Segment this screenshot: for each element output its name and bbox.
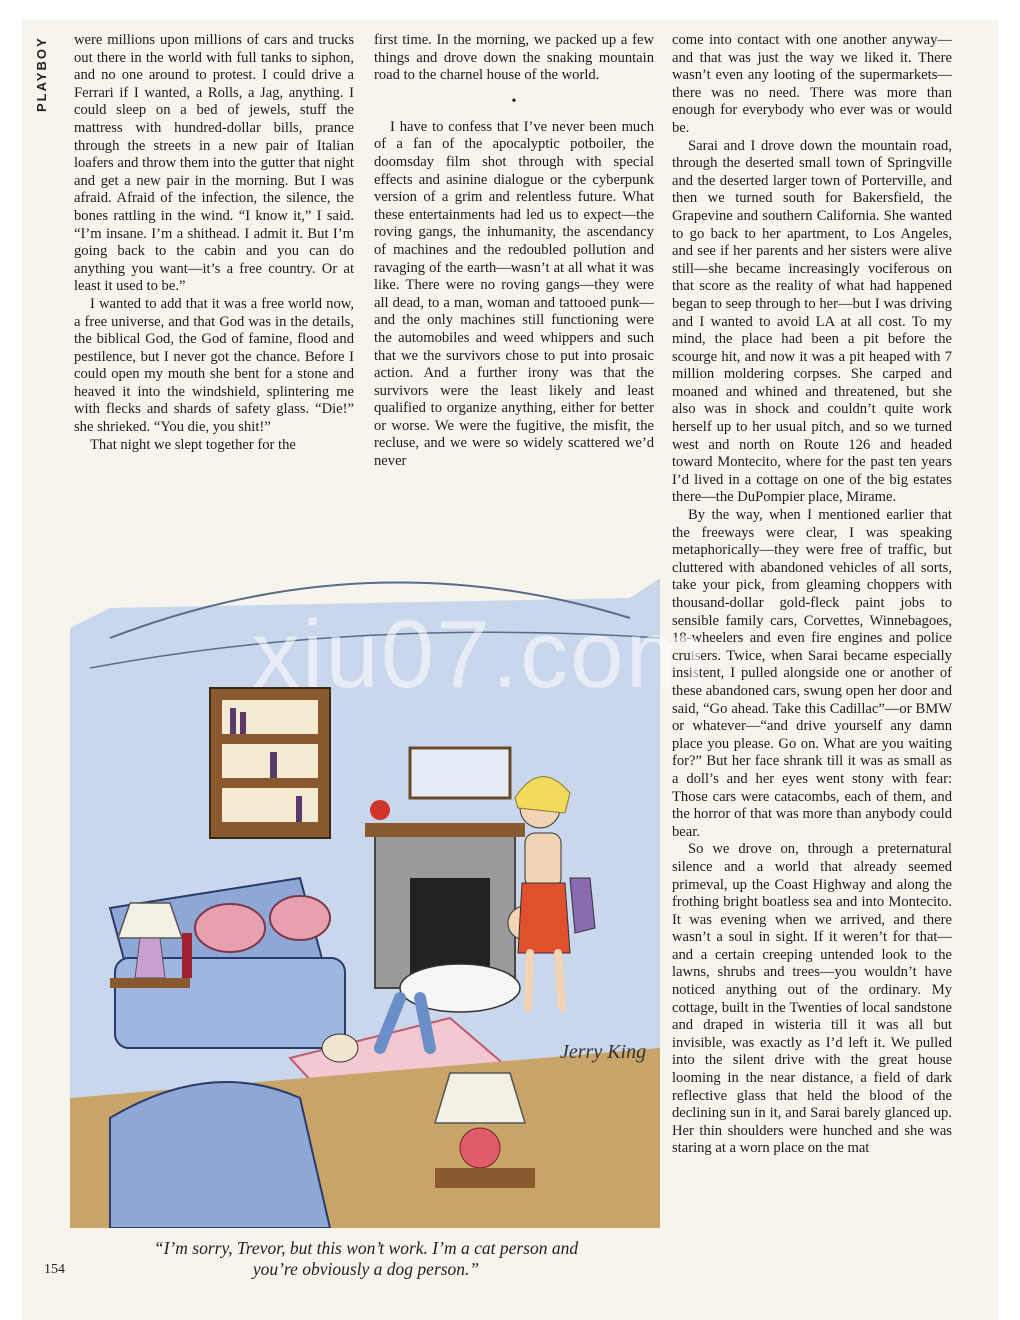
paragraph: were millions upon millions of cars and trucks out there in the world with full tanks to siphon, and no one around to protest. I could drive a Ferrari if I wanted, a Rolls, a Jag, anything. I could sleep on a bed of jewels, stuff the mattress with hundred-dollar bills, prance through the streets in a new pair of Italian loafers and throw them into the gutter that night and get a new pair in the morning. But I was afraid. Afraid of the infection, the silence, the bones rattling in the wind. “I know it,” I said. “I’m insane. I’m a shithead. I admit it. But I’m going back to the cabin and you can do anything you want—it’s a free country. Or at least it used to be.” (74, 32, 354, 295)
lamp-shade (118, 903, 182, 938)
cushion (270, 896, 330, 940)
side-table (110, 978, 190, 988)
paragraph: Sarai and I drove down the mountain road, through the deserted small town of Springville and the deserted larger town of Porterville, and then we turned south for Bakersfield, the Grapevine and southern California. She wanted to go back to her apartment, to Los Angeles, and see if her parents and her sisters were alive still—she became increasingly vociferous on that score as the reality of what had happened began to seep through to her—but I was driving and I wanted to avoid LA at all cost. To my mind, the place had been a pit before the scourge hit, and now it was a pit heaped with 7 million moldering corpses. She carped and moaned and whined and threatened, but she also was in shock and couldn’t quite work herself up to her usual pitch, and so we turned west and north on Route 126 and headed toward Montecito, where for the past ten years I’d lived in a cottage on one of the big estates there—the DuPompier place, Mirame. (672, 137, 952, 506)
towel (570, 878, 595, 933)
woman-skirt (518, 883, 570, 953)
paragraph: first time. In the morning, we packed up a few things and drove down the snaking mountain road to the charnel house of the world. (374, 32, 654, 84)
caption-line: “I’m sorry, Trevor, but this won’t work. I’m a cat person and (153, 1238, 579, 1258)
armchair (110, 1082, 330, 1228)
small-dog (322, 1034, 358, 1062)
paragraph: That night we slept together for the (90, 436, 296, 453)
paragraph: By the way, when I mentioned earlier that the freeways were clear, I was speaking metaphorically—they were free of traffic, but cluttered with abandoned vehicles of all sorts, take your pick, from gleaming choppers with thousand-dollar gold-fleck paint jobs to sensible family cars, Corvettes, Winnebagoes, 18-wheelers and even fire engines and police cruisers. Twice, when Sarai became especially insistent, I pulled alongside one or another of these abandoned cars, swung open her door and said, “Go ahead. Take this Cadillac”—or BMW or whatever—“and drive yourself any damn place you please. Go on. What are you waiting for?” But her face shrank till it was as small as a doll’s and her eyes went stony with fear: Those cars were catacombs, each of them, and the horror of that was more than anybody could bear. (672, 507, 952, 840)
section-break-dot: • (511, 93, 517, 109)
paragraph: come into contact with one another anyway—and that was just the way we liked it. There wasn’t even any looting of the supermarkets—there was no need. There was more than enough for everybody who ever was or would be. (672, 32, 952, 136)
cartoon-illustration (70, 578, 660, 1228)
caption-line: you’re obviously a dog person.” (252, 1259, 480, 1279)
page-number: 154 (44, 1262, 65, 1277)
paragraph: I wanted to add that it was a free world now, a free universe, and that God was in the details, the biblical God, the God of famine, flood and pestilence, but I never got the chance. Before I could open my mouth she bent for a stone and heaved it into the windshield, splintering me with flecks and shards of safety glass. “Die!” she shrieked. “You die, you shit!” (74, 295, 354, 436)
wall-painting (410, 748, 510, 798)
text-column-2 (374, 32, 654, 471)
mantel (365, 823, 525, 837)
cartoon-caption (96, 1238, 636, 1280)
foreground-lamp (435, 1073, 525, 1123)
cushion (195, 904, 265, 952)
wine-bottle (182, 933, 192, 978)
paragraph: So we drove on, through a preternatural silence and a world that already seemed primeval, up the Coast Highway and along the frothing bright boatless sea and into Montecito. It was evening when we arrived, and there wasn’t a soul in sight. If it weren’t for that—and a certain creeping untended look to the lawns, shrubs and trees—you wouldn’t have noticed anything out of the ordinary. My cottage, built in the Twenties of local sandstone and draped in wisteria till it was all but invisible, was exactly as I’d left it. We pulled into the silent drive with the great house looming in the near distance, a field of dark reflective glass that held the blood of the declining sun in it, and Sarai barely glanced up. Her thin shoulders were hunched and she was staring at a worn place on the mat (672, 841, 952, 1157)
text-column-3 (672, 32, 952, 1282)
watermark: xiu07.com (252, 601, 708, 708)
vase (370, 800, 390, 820)
text-column-1 (74, 32, 354, 454)
woman-top (525, 833, 561, 888)
cartoonist-signature: Jerry King (560, 1041, 647, 1063)
running-head: PLAYBOY (34, 36, 49, 112)
paragraph: I have to confess that I’ve never been much of a fan of the apocalyptic potboiler, the doomsday film shot through with special effects and asinine dialogue or the cyberpunk version of a grim and relentless future. What these entertainments had led us to expect—the roving gangs, the inhumanity, the ascendancy of machines and the redoubled pollution and ravaging of the earth—wasn’t at all what it was like. There were no roving gangs—they were all dead, to a man, woman and tattooed punk—and the only machines still functioning were the automobiles and weed whippers and such that we the survivors chose to put into prosaic action. And a further irony was that the survivors were the least likely and least qualified to organize anything, either for better or worse. We were the fugitive, the misfit, the recluse, and we were so widely scattered we’d never (374, 118, 654, 470)
